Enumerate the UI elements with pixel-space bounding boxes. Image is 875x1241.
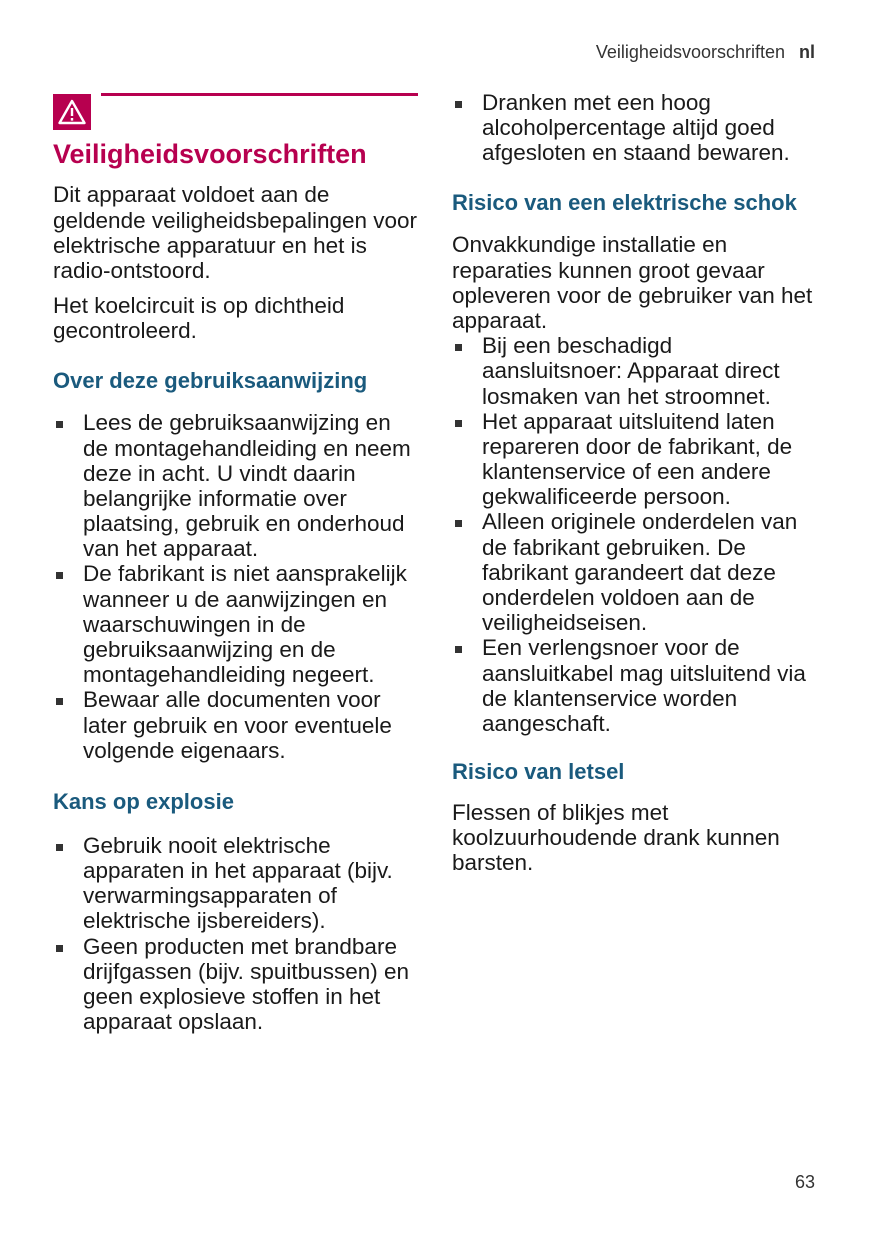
running-header — [596, 42, 815, 63]
injury-text: Flessen of blikjes met koolzuurhoudende drank kunnen barsten. — [452, 799, 780, 876]
page-number: 63 — [794, 1172, 815, 1192]
list-item: Het apparaat uitsluitend laten repareren door de fabrikant, de klantenservice of een andere gekwalificeerde persoon. — [452, 409, 817, 510]
electric-shock-text: Onvakkundige installatie en reparaties kunnen groot gevaar opleveren voor de gebruiker van het apparaat. — [452, 232, 813, 333]
heading-electric-shock: Risico van een elektrische schok — [452, 189, 797, 215]
header-section-title: Veiligheidsvoorschriften — [595, 42, 785, 62]
explosion-list — [53, 833, 418, 1035]
right-column — [452, 90, 817, 876]
about-manual-list — [53, 410, 418, 763]
list-item: Bij een beschadigd aansluitsnoer: Apparaat direct losmaken van het stroomnet. — [452, 333, 817, 409]
list-item: Bewaar alle documenten voor later gebruik en voor eventuele volgende eigenaars. — [53, 687, 418, 763]
explosion-list-continued — [452, 90, 817, 166]
left-column — [53, 90, 418, 1034]
list-item: Gebruik nooit elektrische apparaten in het apparaat (bijv. verwarmingsapparaten of elektrische ijsbereiders). — [53, 833, 418, 934]
list-item: Alleen originele onderdelen van de fabrikant gebruiken. De fabrikant garandeert dat deze onderdelen voldoen aan de veiligheidseisen. — [452, 509, 817, 635]
list-item: Dranken met een hoog alcoholpercentage altijd goed afgesloten en staand bewaren. — [452, 90, 817, 166]
page-title: Veiligheidsvoorschriften — [53, 139, 367, 169]
intro-paragraph-1: Dit apparaat voldoet aan de geldende veiligheidsbepalingen voor elektrische apparatuur en het is radio-ontstoord. — [53, 182, 418, 283]
list-item: Geen producten met brandbare drijfgassen (bijv. spuitbussen) en geen explosieve stoffen in het apparaat opslaan. — [53, 934, 418, 1035]
heading-about-manual: Over deze gebruiksaanwijzing — [53, 367, 368, 393]
intro-paragraph-2: Het koelcircuit is op dichtheid gecontroleerd. — [53, 293, 345, 344]
warning-icon — [53, 94, 91, 130]
heading-injury: Risico van letsel — [452, 759, 625, 785]
list-item: Lees de gebruiksaanwijzing en de montagehandleiding en neem deze in acht. U vindt daarin belangrijke informatie over plaatsing, gebruik en onderhoud van het apparaat. — [53, 410, 418, 561]
list-item: De fabrikant is niet aansprakelijk wanneer u de aanwijzingen en waarschuwingen in de gebruiksaanwijzing en de montagehandleiding negeert. — [53, 561, 418, 687]
electric-shock-list — [452, 333, 817, 736]
title-rule — [53, 90, 418, 138]
header-language: nl — [799, 42, 815, 62]
heading-explosion: Kans op explosie — [53, 788, 234, 814]
list-item: Een verlengsnoer voor de aansluitkabel mag uitsluitend via de klantenservice worden aangeschaft. — [452, 635, 817, 736]
title-divider — [101, 93, 418, 96]
